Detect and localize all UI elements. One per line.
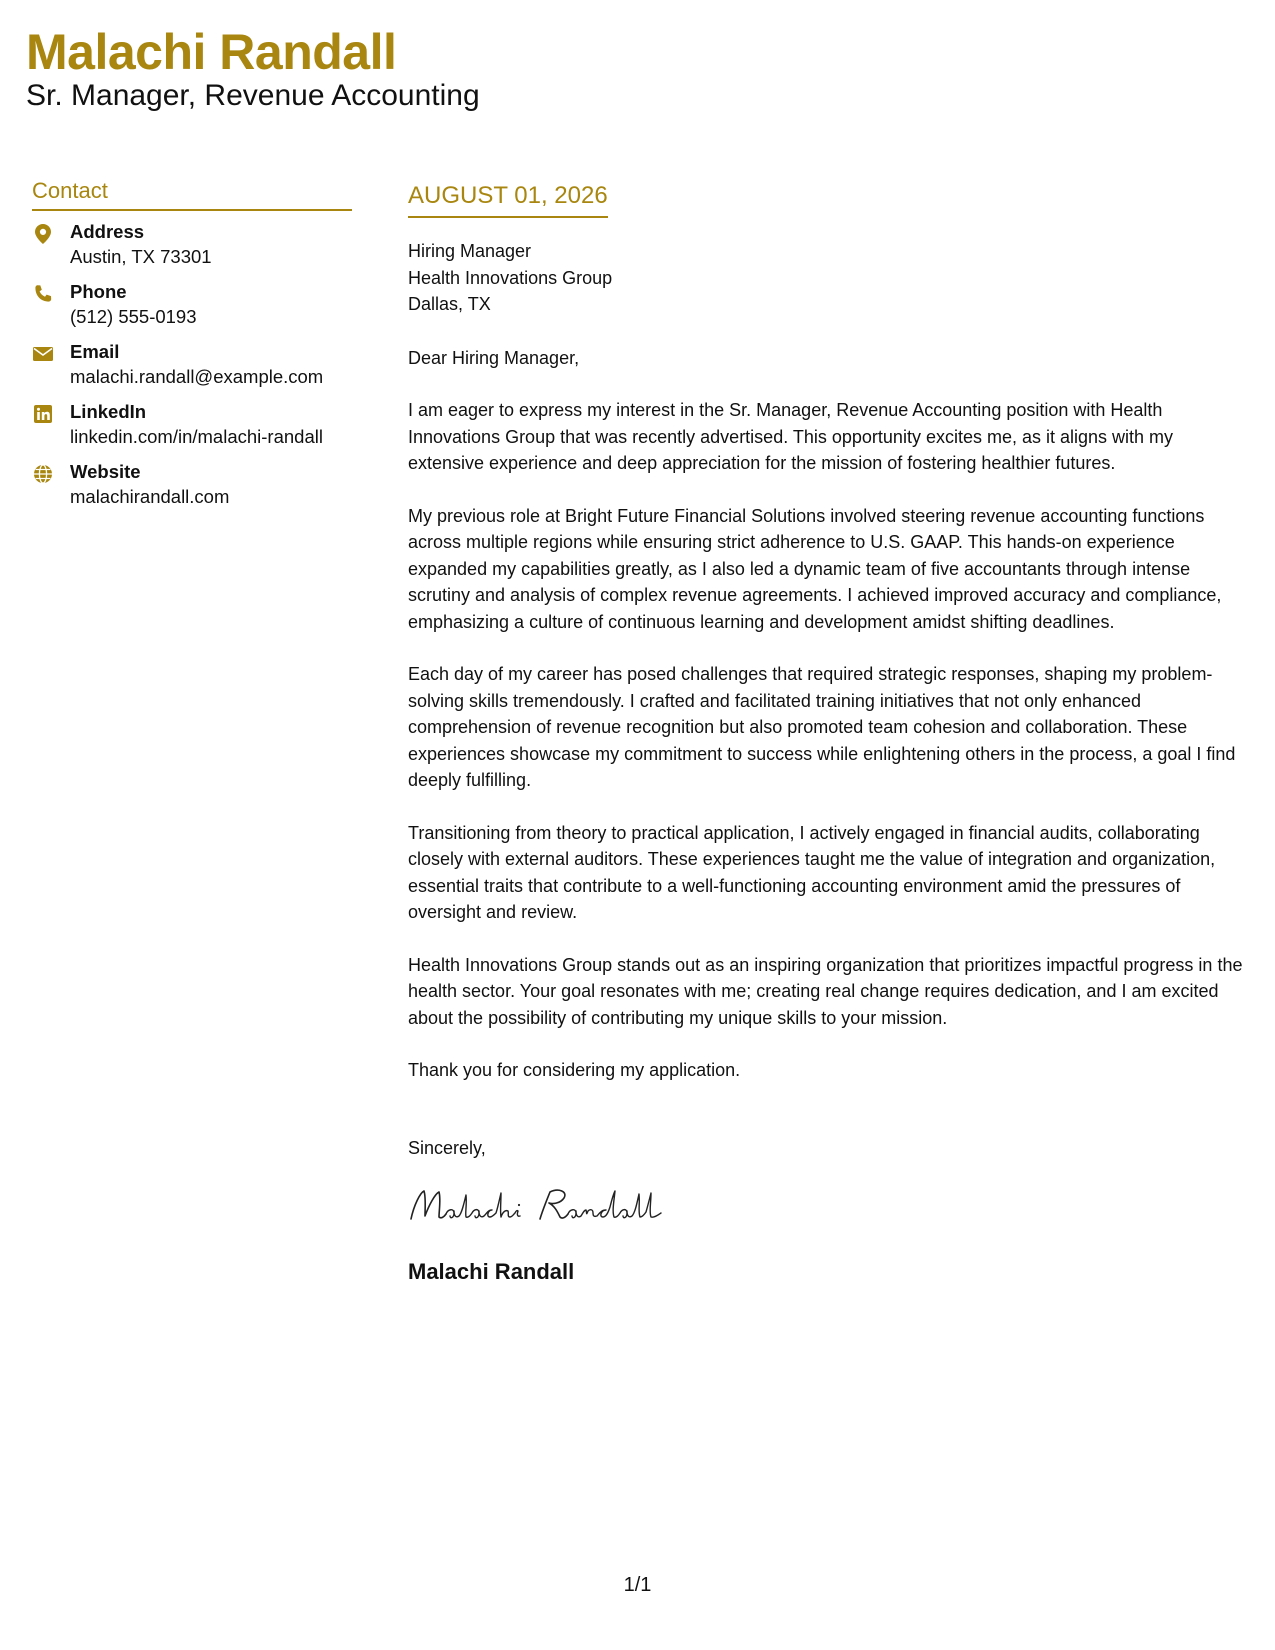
- recipient-company: Health Innovations Group: [408, 267, 613, 288]
- document-header: [26, 22, 480, 114]
- letter-body: [408, 180, 1248, 1287]
- contact-item-website: [32, 459, 352, 509]
- contact-label: Website: [70, 461, 141, 482]
- applicant-name: Malachi Randall: [26, 24, 397, 80]
- contact-label: LinkedIn: [70, 401, 147, 422]
- body-paragraph: Health Innovations Group stands out as an inspiring organization that prioritizes impactful progress in the health sector. Your goal resonates with me; creating real change requires dedication, and I am excited about the possibility of contributing my unique skills to your mission.: [408, 954, 1243, 1028]
- body-paragraph: My previous role at Bright Future Financial Solutions involved steering revenue accounting functions across multiple regions while ensuring strict adherence to U.S. GAAP. This hands-on experience expanded my capabilities greatly, as I also led a dynamic team of five accountants through intense scrutiny and analysis of complex revenue agreements. I achieved improved accuracy and compliance, emphasizing a culture of continuous learning and development amidst shifting deadlines.: [408, 505, 1222, 632]
- closing-line: Sincerely,: [408, 1137, 486, 1158]
- phone-icon: [32, 283, 54, 305]
- website-value: malachirandall.com: [70, 486, 230, 507]
- contact-item-email: [32, 339, 352, 389]
- contact-item-phone: [32, 279, 352, 329]
- page-number: 1/1: [623, 1574, 652, 1596]
- map-pin-icon: [32, 223, 54, 245]
- body-paragraph: I am eager to express my interest in the Sr. Manager, Revenue Accounting position with Health Innovations Group that was recently advertised. This opportunity excites me, as it aligns with my extensive experience and deep appreciation for the mission of fostering healthier futures.: [408, 400, 1174, 473]
- body-paragraph: Transitioning from theory to practical application, I actively engaged in financial audits, collaborating closely with external auditors. These experiences taught me the value of integration and organization, essential traits that contribute to a well-functioning accounting environment amid the pressures of oversight and review.: [408, 822, 1216, 922]
- contact-label: Email: [70, 341, 120, 362]
- linkedin-value: linkedin.com/in/malachi-randall: [70, 426, 323, 447]
- globe-icon: [32, 463, 54, 485]
- contact-item-linkedin: [32, 399, 352, 449]
- email-value: malachi.randall@example.com: [70, 366, 324, 387]
- contact-sidebar: [32, 176, 352, 519]
- contact-heading: Contact: [32, 176, 352, 211]
- recipient-location: Dallas, TX: [408, 294, 491, 314]
- letter-date: AUGUST 01, 2026: [408, 180, 608, 218]
- recipient-block: [408, 238, 1248, 318]
- linkedin-icon: [32, 403, 54, 425]
- contact-list: [32, 219, 352, 509]
- salutation: Dear Hiring Manager,: [408, 347, 580, 368]
- recipient-name: Hiring Manager: [408, 241, 532, 261]
- envelope-icon: [32, 343, 54, 365]
- contact-label: Phone: [70, 281, 127, 302]
- body-paragraph: Each day of my career has posed challenges that required strategic responses, shaping my problem-solving skills tremendously. I crafted and facilitated training initiatives that not only enhanced comprehension of revenue recognition but also promoted team cohesion and collaboration. These experiences showcase my commitment to success while enlightening others in the process, a goal I find deeply fulfilling.: [408, 664, 1236, 790]
- contact-item-address: [32, 219, 352, 269]
- contact-label: Address: [70, 221, 145, 242]
- applicant-job-title: Sr. Manager, Revenue Accounting: [26, 79, 480, 112]
- signer-name: Malachi Randall: [408, 1259, 575, 1284]
- handwritten-signature: [408, 1183, 678, 1227]
- address-value: Austin, TX 73301: [70, 246, 212, 267]
- phone-value: (512) 555-0193: [70, 306, 197, 327]
- thank-you-line: Thank you for considering my application.: [408, 1060, 741, 1080]
